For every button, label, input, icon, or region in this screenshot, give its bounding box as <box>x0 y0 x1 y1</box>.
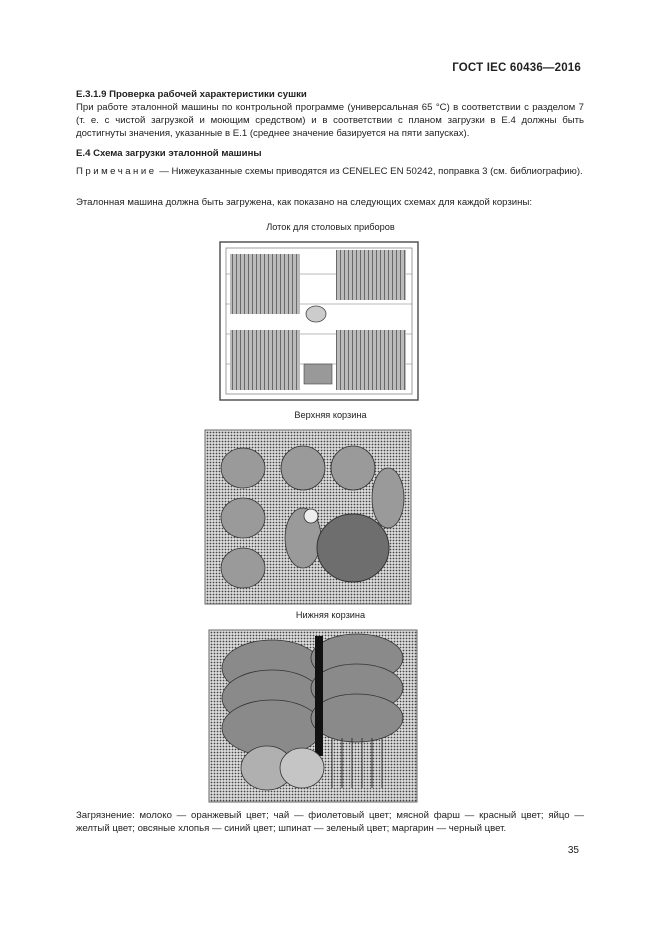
note-paragraph <box>76 165 584 178</box>
upper-basket-caption: Верхняя корзина <box>294 410 367 420</box>
section-heading-e319: Е.3.1.9 Проверка рабочей характеристики сушки <box>76 89 307 100</box>
note-label: Примечание <box>76 166 157 177</box>
page-number: 35 <box>567 845 579 856</box>
lower-basket-caption: Нижняя корзина <box>295 610 366 620</box>
lower-basket-figure <box>207 628 419 804</box>
upper-basket-figure <box>203 428 413 606</box>
soiling-legend: Загрязнение: молоко — оранжевый цвет; чай — фиолетовый цвет; мясной фарш — красный цвет; яйцо — желтый цвет; овсяные хлопья — синий цвет; шпинат — зеленый цвет; маргарин — черный цвет. <box>76 810 584 834</box>
cutlery-tray-caption: Лоток для столовых приборов <box>266 222 395 232</box>
intro-paragraph: Эталонная машина должна быть загружена, как показано на следующих схемах для каждой корзины: <box>76 197 533 208</box>
section-body-e319-text: При работе эталонной машины по контрольной программе (универсальная 65 °С) в соответствии с разделом 7 (т. е. с чистой загрузкой и моющим средством) и в соответствии с планом загрузки в Е.4 должны быть достигнуты значения, указанные в Е.1 (среднее значение базируется на пяти запусках). <box>76 102 584 139</box>
section-body-e319 <box>76 101 584 140</box>
cutlery-tray-figure <box>216 234 422 406</box>
note-text: — Нижеуказанные схемы приводятся из CENELEC EN 50242, поправка 3 (см. библиографию). <box>156 166 583 177</box>
standard-header: ГОСТ IEC 60436—2016 <box>452 62 581 74</box>
section-heading-e4: Е.4 Схема загрузки эталонной машины <box>76 148 262 159</box>
